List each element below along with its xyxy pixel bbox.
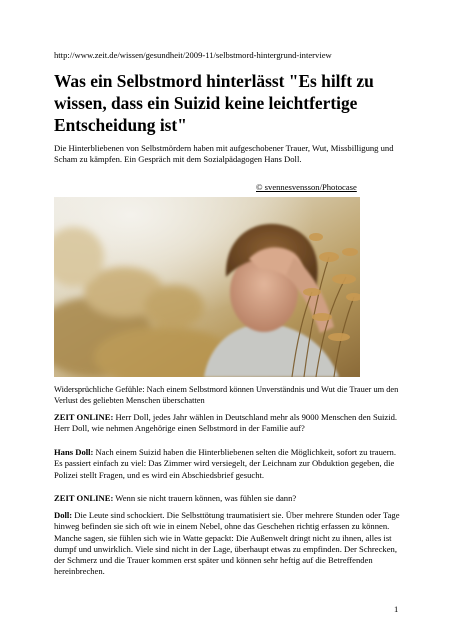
interview-paragraph: [54, 493, 400, 504]
source-url: http://www.zeit.de/wissen/gesundheit/2009-11/selbstmord-hintergrund-interview: [54, 50, 332, 60]
article-title: Was ein Selbstmord hinterlässt "Es hilft zu wissen, dass ein Suizid keine leichtfertige Entscheidung ist": [54, 71, 374, 135]
page-number: 1: [394, 604, 399, 614]
paragraph-text: Die Leute sind schockiert. Die Selbsttötung traumatisiert sie. Über mehrere Stunden oder Tage hinweg befinden sie sich oft wie in einem Nebel, ohne das Geschehen richtig erfassen zu können. Manche sagen, sie fühlen sich wie in Watte gepackt: Die Außenwelt dringt nicht zu ihnen, alles ist dumpf und unwirklich. Viele sind nicht in der Lage, überhaupt etwas zu empfinden. Der Schrecken, der Schmerz und die Trauer kommen erst später und können sehr heftig auf die Betreffenden hereinbrechen.: [54, 510, 400, 577]
article-photo: [54, 197, 360, 377]
paragraph-text: Nach einem Suizid haben die Hinterbliebenen selten die Möglichkeit, sofort zu trauern. Es passiert einfach zu viel: Das Zimmer wird versiegelt, der Leichnam zur Obduktion gegeben, die Polizei stellt Fragen, und es wird ein Abschiedsbrief gesucht.: [54, 447, 397, 480]
speaker-label: Doll:: [54, 510, 73, 520]
speaker-label: Hans Doll:: [54, 447, 94, 457]
paragraph-text: Herr Doll, jedes Jahr wählen in Deutschland mehr als 9000 Menschen den Suizid. Herr Doll, wie nehmen Angehörige einen Selbstmord in der Familie auf?: [54, 412, 398, 434]
interview-paragraph: [54, 510, 400, 578]
photo-credit-link[interactable]: © svennesvensson/Photocase: [256, 182, 357, 192]
paragraph-text: Wenn sie nicht trauern können, was fühlen sie dann?: [113, 493, 297, 503]
interview-paragraph: [54, 412, 400, 435]
article-intro: Die Hinterbliebenen von Selbstmördern haben mit aufgeschobener Trauer, Wut, Missbilligung und Scham zu kämpfen. Ein Gespräch mit dem Sozialpädagogen Hans Doll.: [54, 143, 394, 165]
photo-caption: Widersprüchliche Gefühle: Nach einem Selbstmord können Unverständnis und Wut die Trauer um den Verlust des geliebten Menschen überschatten: [54, 385, 399, 405]
speaker-label: ZEIT ONLINE:: [54, 412, 114, 422]
interview-paragraph: [54, 447, 400, 481]
speaker-label: ZEIT ONLINE:: [54, 493, 114, 503]
